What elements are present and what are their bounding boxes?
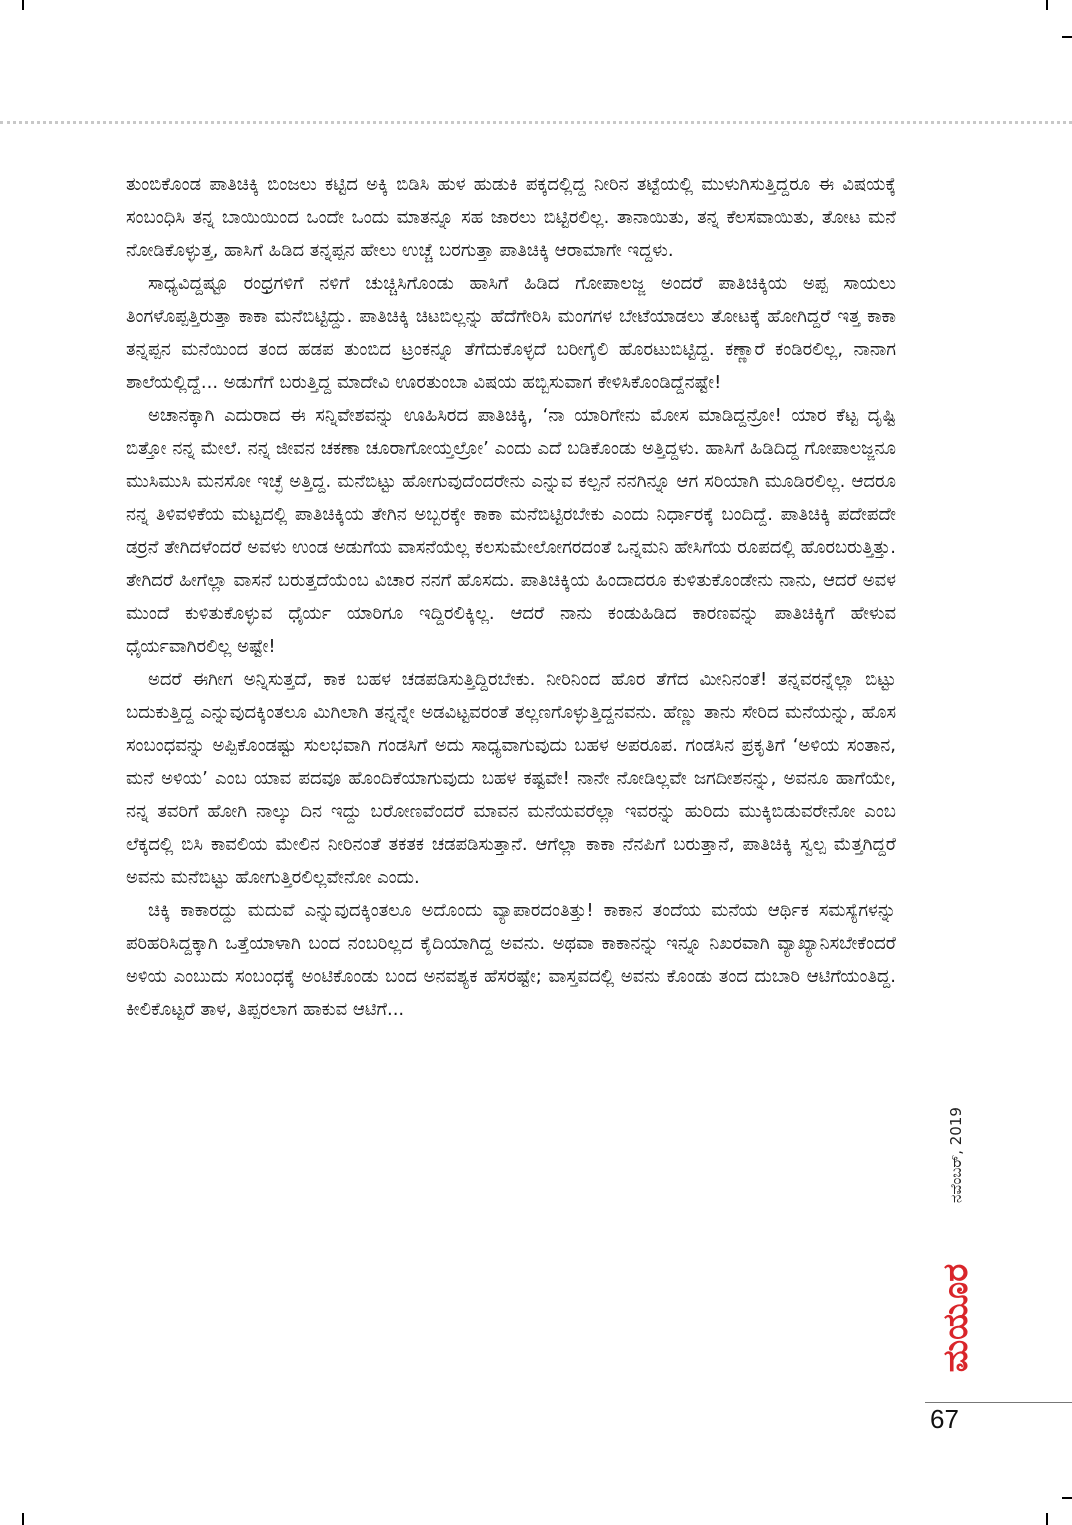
article-paragraph: ತುಂಬಿಕೊಂಡ ಪಾತಿಚಿಕ್ಕಿ ಬಿಂಜಲು ಕಟ್ಟಿದ ಅಕ್ಕಿ ಬಿಡಿಸಿ ಹುಳ ಹುಡುಕಿ ಪಕ್ಕದಲ್ಲಿದ್ದ ನೀರಿನ ತಟ್ಟೆಯಲ್ಲಿ ಮುಳುಗಿಸುತ್ತಿದ್ದರೂ ಈ ವಿಷಯಕ್ಕೆ ಸಂಬಂಧಿಸಿ ತನ್ನ ಬಾಯಿಯಿಂದ ಒಂದೇ ಒಂದು ಮಾತನ್ನೂ ಸಹ ಜಾರಲು ಬಿಟ್ಟಿರಲಿಲ್ಲ. ತಾನಾಯಿತು, ತನ್ನ ಕೆಲಸವಾಯಿತು, ತೋಟ ಮನೆ ನೋಡಿಕೊಳ್ಳುತ್ತ, ಹಾಸಿಗೆ ಹಿಡಿದ ತನ್ನಪ್ಪನ ಹೇಲು ಉಚ್ಚೆ ಬರಗುತ್ತಾ ಪಾತಿಚಿಕ್ಕಿ ಆರಾಮಾಗೇ ಇದ್ದಳು. — [126, 174, 896, 261]
crop-mark-bottom-left — [22, 1513, 24, 1525]
issue-date: ನವೆಂಬರ್, 2019 — [947, 1107, 965, 1203]
article-paragraph: ಚಿಕ್ಕಿ ಕಾಕಾರದ್ದು ಮದುವೆ ಎನ್ನುವುದಕ್ಕಿಂತಲೂ ಅದೊಂದು ವ್ಯಾಪಾರದಂತಿತ್ತು! ಕಾಕಾನ ತಂದೆಯ ಮನೆಯ ಆರ್ಥಿಕ ಸಮಸ್ಯೆಗಳನ್ನು ಪರಿಹರಿಸಿದ್ದಕ್ಕಾಗಿ ಒತ್ತೆಯಾಳಾಗಿ ಬಂದ ನಂಬರಿಲ್ಲದ ಕೈದಿಯಾಗಿದ್ದ ಅವನು. ಅಥವಾ ಕಾಕಾನನ್ನು ಇನ್ನೂ ನಿಖರವಾಗಿ ವ್ಯಾಖ್ಯಾನಿಸಬೇಕೆಂದರೆ ಅಳಿಯ ಎಂಬುದು ಸಂಬಂಧಕ್ಕೆ ಅಂಟಿಕೊಂಡು ಬಂದ ಅನವಶ್ಯಕ ಹೆಸರಷ್ಟೇ; ವಾಸ್ತವದಲ್ಲಿ ಅವನು ಕೊಂಡು ತಂದ ದುಬಾರಿ ಆಟಿಗೆಯಂತಿದ್ದ. ಕೀಲಿಕೊಟ್ಟರೆ ತಾಳ, ತಿಪ್ಪರಲಾಗ ಹಾಕುವ ಆಟಿಗೆ... — [126, 900, 896, 1020]
article-paragraph: ಅಚಾನಕ್ಕಾಗಿ ಎದುರಾದ ಈ ಸನ್ನಿವೇಶವನ್ನು ಊಹಿಸಿರದ ಪಾತಿಚಿಕ್ಕಿ, ‘ನಾ ಯಾರಿಗೇನು ಮೋಸ ಮಾಡಿದ್ದನ್ರೋ! ಯಾರ ಕೆಟ್ಟ ದೃಷ್ಟಿ ಬಿತ್ತೋ ನನ್ನ ಮೇಲೆ. ನನ್ನ ಜೀವನ ಚಕಣಾ ಚೂರಾಗೋಯ್ತಲ್ರೋ’ ಎಂದು ಎದೆ ಬಡಿಕೊಂಡು ಅತ್ತಿದ್ದಳು. ಹಾಸಿಗೆ ಹಿಡಿದಿದ್ದ ಗೋಪಾಲಜ್ಜನೂ ಮುಸಿಮುಸಿ ಮನಸೋ ಇಚ್ಛೆ ಅತ್ತಿದ್ದ. ಮನೆಬಿಟ್ಟು ಹೋಗುವುದೆಂದರೇನು ಎನ್ನುವ ಕಲ್ಪನೆ ನನಗಿನ್ನೂ ಆಗ ಸರಿಯಾಗಿ ಮೂಡಿರಲಿಲ್ಲ. ಆದರೂ ನನ್ನ ತಿಳಿವಳಿಕೆಯ ಮಟ್ಟದಲ್ಲಿ ಪಾತಿಚಿಕ್ಕಿಯ ತೇಗಿನ ಅಬ್ಬರಕ್ಕೇ ಕಾಕಾ ಮನೆಬಿಟ್ಟಿರಬೇಕು ಎಂದು ನಿರ್ಧಾರಕ್ಕೆ ಬಂದಿದ್ದೆ. ಪಾತಿಚಿಕ್ಕಿ ಪದೇಪದೇ ಡರ್ರನೆ ತೇಗಿದಳೆಂದರೆ ಅವಳು ಉಂಡ ಅಡುಗೆಯ ವಾಸನೆಯೆಲ್ಲ ಕಲಸುಮೇಲೋಗರದಂತೆ ಒನ್ನಮನಿ ಹೇಸಿಗೆಯ ರೂಪದಲ್ಲಿ ಹೊರಬರುತ್ತಿತ್ತು. ತೇಗಿದರೆ ಹೀಗೆಲ್ಲಾ ವಾಸನೆ ಬರುತ್ತದೆಯೆಂಬ ವಿಚಾರ ನನಗೆ ಹೊಸದು. ಪಾತಿಚಿಕ್ಕಿಯ ಹಿಂದಾದರೂ ಕುಳಿತುಕೊಂಡೇನು ನಾನು, ಆದರೆ ಅವಳ ಮುಂದೆ ಕುಳಿತುಕೊಳ್ಳುವ ಧೈರ್ಯ ಯಾರಿಗೂ ಇದ್ದಿರಲಿಕ್ಕಿಲ್ಲ. ಆದರೆ ನಾನು ಕಂಡುಹಿಡಿದ ಕಾರಣವನ್ನು ಪಾತಿಚಿಕ್ಕಿಗೆ ಹೇಳುವ ಧೈರ್ಯವಾಗಿರಲಿಲ್ಲ ಅಷ್ಟೇ! — [126, 405, 896, 657]
crop-mark-top-left — [22, 0, 24, 10]
crop-mark-bottom-right — [1046, 1513, 1048, 1525]
header-dotted-divider — [0, 121, 1072, 124]
crop-mark-right-lower — [1062, 1497, 1072, 1499]
crop-mark-right-upper — [1062, 36, 1072, 38]
article-body — [126, 168, 896, 1026]
crop-mark-top-right — [1046, 0, 1048, 10]
article-paragraph: ಸಾಧ್ಯವಿದ್ದಷ್ಟೂ ರಂಧ್ರಗಳಿಗೆ ನಳಿಗೆ ಚುಚ್ಚಿಸಿಗೊಂಡು ಹಾಸಿಗೆ ಹಿಡಿದ ಗೋಪಾಲಜ್ಜ ಅಂದರೆ ಪಾತಿಚಿಕ್ಕಿಯ ಅಪ್ಪ ಸಾಯಲು ತಿಂಗಳೊಪ್ಪತ್ತಿರುತ್ತಾ ಕಾಕಾ ಮನೆಬಿಟ್ಟಿದ್ದು. ಪಾತಿಚಿಕ್ಕಿ ಚಿಟಬಿಲ್ಲನ್ನು ಹೆದೆಗೇರಿಸಿ ಮಂಗಗಳ ಬೇಟೆಯಾಡಲು ತೋಟಕ್ಕೆ ಹೋಗಿದ್ದರೆ ಇತ್ತ ಕಾಕಾ ತನ್ನಪ್ಪನ ಮನೆಯಿಂದ ತಂದ ಹಡಪ ತುಂಬಿದ ಟ್ರಂಕನ್ನೂ ತೆಗೆದುಕೊಳ್ಳದೆ ಬರೀಗೈಲಿ ಹೊರಟುಬಿಟ್ಟಿದ್ದ. ಕಣ್ಣಾರೆ ಕಂಡಿರಲಿಲ್ಲ, ನಾನಾಗ ಶಾಲೆಯಲ್ಲಿದ್ದೆ... ಅಡುಗೆಗೆ ಬರುತ್ತಿದ್ದ ಮಾದೇವಿ ಊರತುಂಬಾ ವಿಷಯ ಹಬ್ಬಿಸುವಾಗ ಕೇಳಿಸಿಕೊಂಡಿದ್ದೆನಷ್ಟೇ! — [126, 273, 896, 393]
article-paragraph: ಅದರೆ ಈಗೀಗ ಅನ್ನಿಸುತ್ತದೆ, ಕಾಕ ಬಹಳ ಚಡಪಡಿಸುತ್ತಿದ್ದಿರಬೇಕು. ನೀರಿನಿಂದ ಹೊರ ತೆಗೆದ ಮೀನಿನಂತೆ! ತನ್ನವರನ್ನೆಲ್ಲಾ ಬಿಟ್ಟು ಬದುಕುತ್ತಿದ್ದ ಎನ್ನುವುದಕ್ಕಿಂತಲೂ ಮಿಗಿಲಾಗಿ ತನ್ನನ್ನೇ ಅಡವಿಟ್ಟವರಂತೆ ತಲ್ಲಣಗೊಳ್ಳುತ್ತಿದ್ದನವನು. ಹೆಣ್ಣು ತಾನು ಸೇರಿದ ಮನೆಯನ್ನು, ಹೊಸ ಸಂಬಂಧವನ್ನು ಅಪ್ಪಿಕೊಂಡಷ್ಟು ಸುಲಭವಾಗಿ ಗಂಡಸಿಗೆ ಅದು ಸಾಧ್ಯವಾಗುವುದು ಬಹಳ ಅಪರೂಪ. ಗಂಡಸಿನ ಪ್ರಕೃತಿಗೆ ‘ಅಳಿಯ ಸಂತಾನ, ಮನೆ ಅಳಿಯ’ ಎಂಬ ಯಾವ ಪದವೂ ಹೊಂದಿಕೆಯಾಗುವುದು ಬಹಳ ಕಷ್ಟವೇ! ನಾನೇ ನೋಡಿಲ್ಲವೇ ಜಗದೀಶನನ್ನು, ಅವನೂ ಹಾಗೆಯೇ, ನನ್ನ ತವರಿಗೆ ಹೋಗಿ ನಾಲ್ಕು ದಿನ ಇದ್ದು ಬರೋಣವೆಂದರೆ ಮಾವನ ಮನೆಯವರೆಲ್ಲಾ ಇವರನ್ನು ಹುರಿದು ಮುಕ್ಕಿಬಿಡುವರೇನೋ ಎಂಬ ಲೆಕ್ಕದಲ್ಲಿ ಬಿಸಿ ಕಾವಲಿಯ ಮೇಲಿನ ನೀರಿನಂತೆ ತಕತಕ ಚಡಪಡಿಸುತ್ತಾನೆ. ಆಗೆಲ್ಲಾ ಕಾಕಾ ನೆನಪಿಗೆ ಬರುತ್ತಾನೆ, ಪಾತಿಚಿಕ್ಕಿ ಸ್ವಲ್ಪ ಮೆತ್ತಗಿದ್ದರೆ ಅವನು ಮನೆಬಿಟ್ಟು ಹೋಗುತ್ತಿರಲಿಲ್ಲವೇನೋ ಎಂದು. — [126, 669, 896, 888]
footer-divider — [925, 1402, 1072, 1403]
magazine-logo: ಮಯೂರ — [936, 1263, 976, 1373]
page-number: 67 — [930, 1404, 959, 1434]
